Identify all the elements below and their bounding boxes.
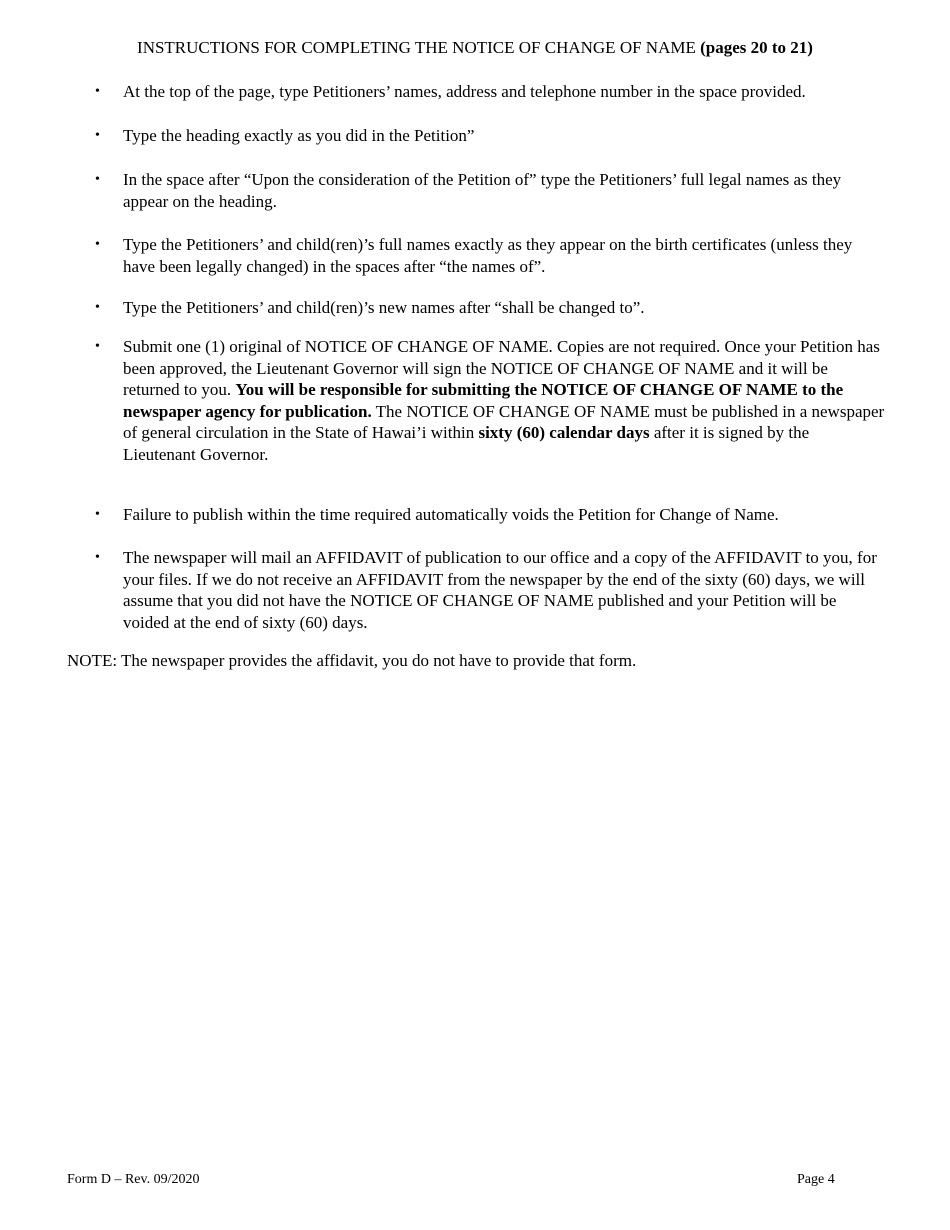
instruction-text — [123, 336, 885, 465]
instruction-item-7 — [95, 504, 885, 526]
bullet-icon: • — [95, 550, 100, 565]
instruction-text: Type the Petitioners’ and child(ren)’s full names exactly as they appear on the birth certificates (unless they have been legally changed) in the spaces after “the names of”. — [123, 235, 853, 276]
instruction-item-1 — [95, 81, 885, 103]
instruction-text: Failure to publish within the time required automatically voids the Petition for Change of Name. — [123, 505, 779, 524]
text-part: Submit one (1) original of NOTICE OF CHANGE OF NAME. Copies are not required. Once your Petition has been approved, the Lieutenant Governor will sign the NOTICE OF CHANGE OF NAME and it will be returned to you. — [123, 337, 880, 399]
instruction-item-8 — [95, 547, 885, 633]
bullet-icon: • — [95, 172, 100, 187]
bullet-icon: • — [95, 128, 100, 143]
text-part: after it is signed by the Lieutenant Governor. — [123, 423, 810, 464]
instruction-item-6 — [95, 336, 885, 465]
title-main: INSTRUCTIONS FOR COMPLETING THE NOTICE OF CHANGE OF NAME — [137, 38, 701, 57]
instruction-text: Type the heading exactly as you did in the Petition” — [123, 126, 475, 145]
instruction-text: At the top of the page, type Petitioners’ names, address and telephone number in the space provided. — [123, 82, 806, 101]
title-pages: (pages 20 to 21) — [700, 38, 813, 57]
bullet-icon: • — [95, 339, 100, 354]
bullet-icon: • — [95, 237, 100, 252]
form-revision: Form D – Rev. 09/2020 — [67, 1172, 200, 1187]
instruction-text: Type the Petitioners’ and child(ren)’s new names after “shall be changed to”. — [123, 298, 645, 317]
page-number: Page 4 — [797, 1172, 835, 1187]
bold-responsibility: You will be responsible for submitting the NOTICE OF CHANGE OF NAME to the newspaper agency for publication. — [123, 380, 844, 421]
instruction-item-3 — [95, 169, 885, 212]
page-title — [0, 37, 950, 58]
bullet-icon: • — [95, 507, 100, 522]
bullet-icon: • — [95, 84, 100, 99]
instruction-text: The newspaper will mail an AFFIDAVIT of publication to our office and a copy of the AFFIDAVIT to you, for your files. If we do not receive an AFFIDAVIT from the newspaper by the end of the sixty (60) days, we will assume that you did not have the NOTICE OF CHANGE OF NAME published and your Petition will be voided at the end of sixty (60) days. — [123, 548, 877, 632]
text-part: The NOTICE OF CHANGE OF NAME must be published in a newspaper of general circulation in the State of Hawai’i within — [123, 401, 885, 442]
instruction-item-2 — [95, 125, 885, 147]
instruction-item-5 — [95, 297, 885, 319]
note-text: NOTE: The newspaper provides the affidavit, you do not have to provide that form. — [67, 651, 637, 670]
instruction-text: In the space after “Upon the consideration of the Petition of” type the Petitioners’ full legal names as they appear on the heading. — [123, 170, 842, 211]
instruction-item-4 — [95, 234, 885, 277]
bold-deadline: sixty (60) calendar days — [478, 423, 650, 442]
bullet-icon: • — [95, 300, 100, 315]
